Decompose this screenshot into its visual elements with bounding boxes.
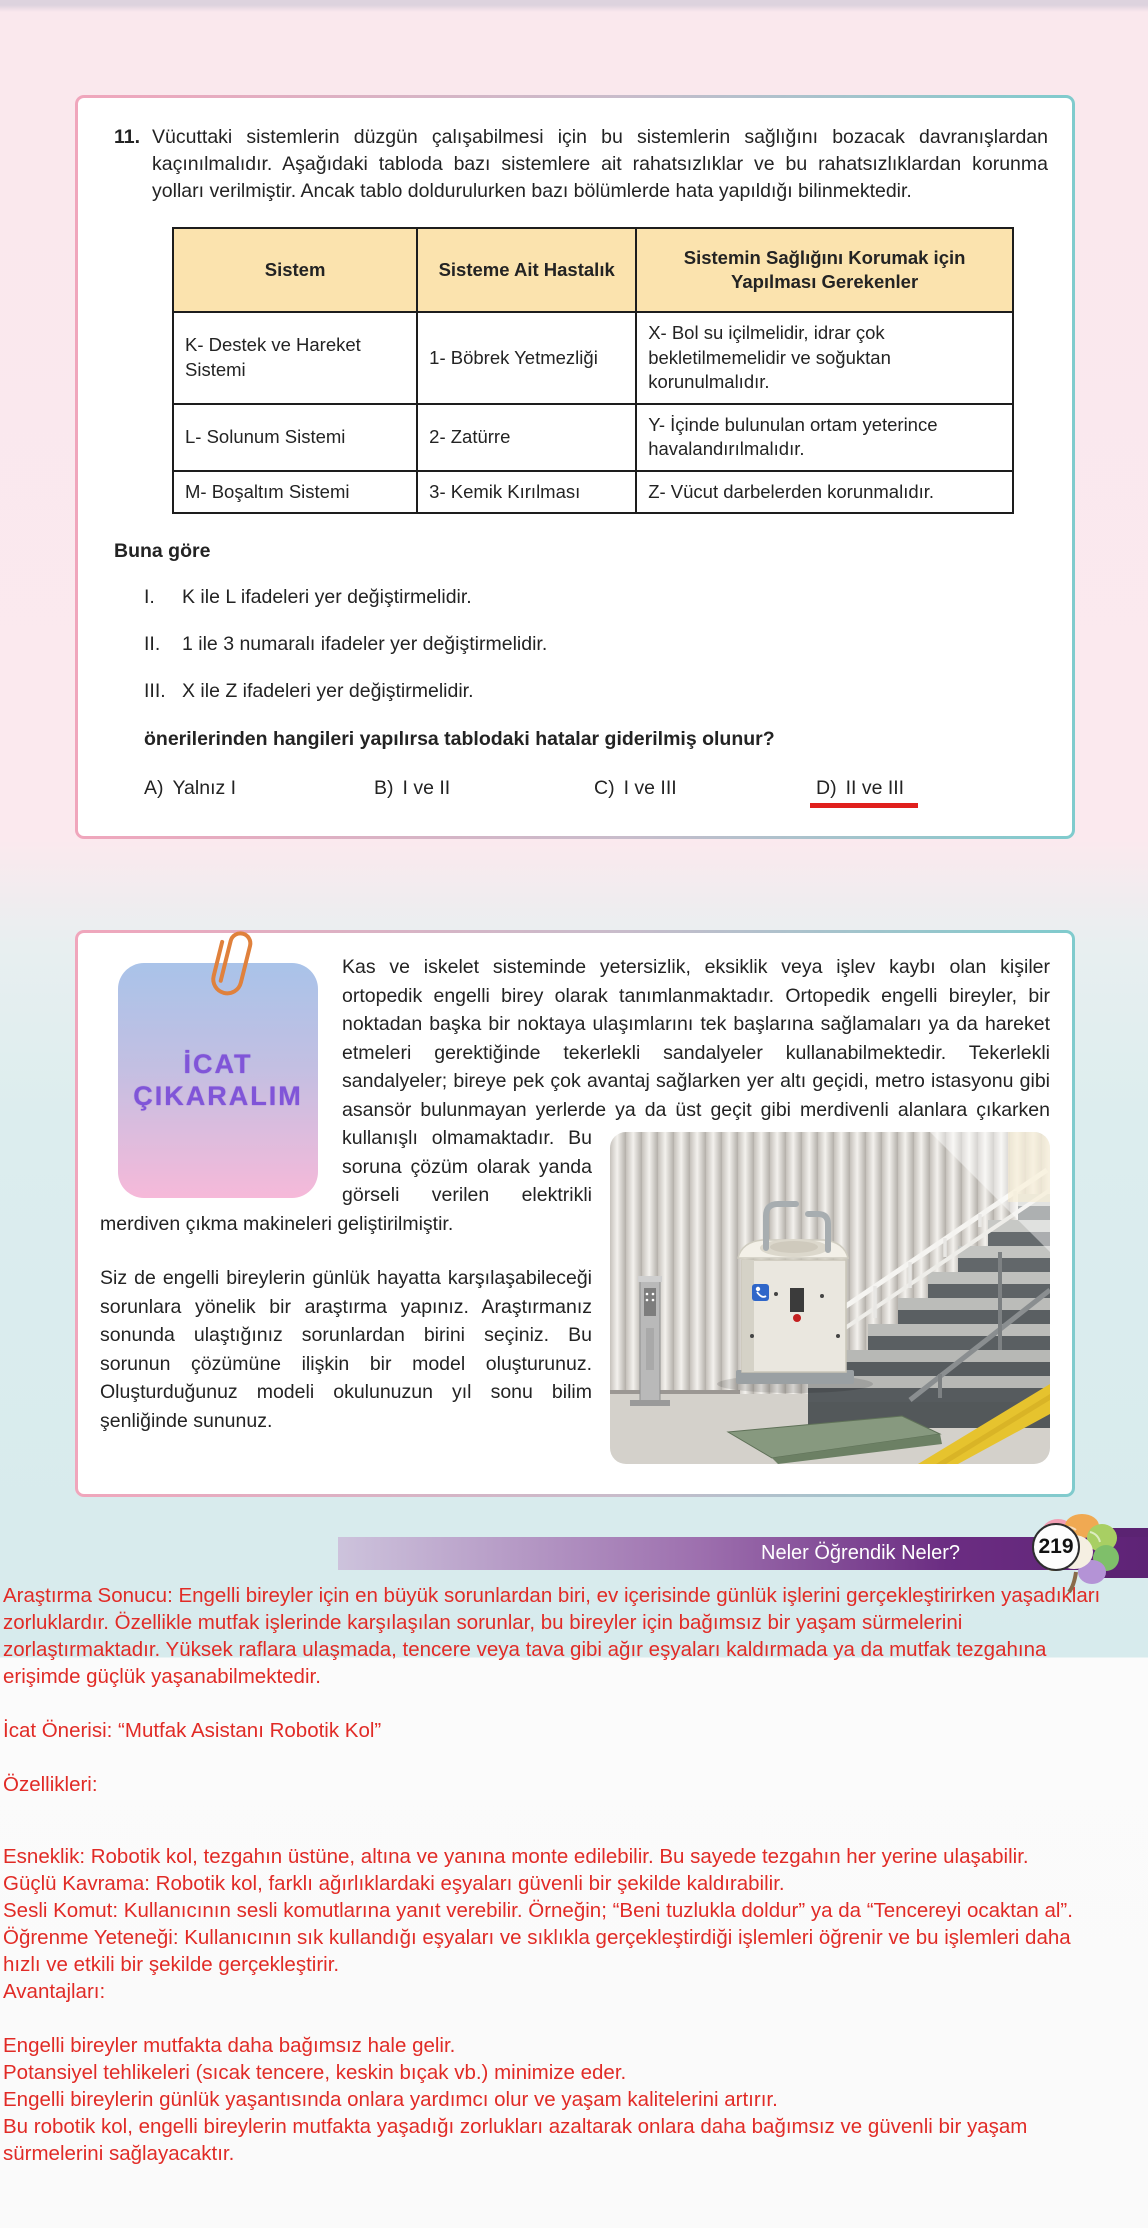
stairlift-photo	[610, 1132, 1050, 1464]
statement-numeral: II.	[144, 633, 161, 655]
choice-text: I ve II	[402, 777, 451, 799]
choice-text: II ve III	[845, 777, 905, 799]
statement-row	[144, 584, 1048, 610]
note-paragraph: Güçlü Kavrama: Robotik kol, farklı ağırlıklardaki eşyaları güvenli bir şekilde kaldırabilir.	[3, 1872, 785, 1895]
table-cell: M- Boşaltım Sistemi	[173, 471, 417, 514]
statement-text: 1 ile 3 numaralı ifadeler yer değiştirmelidir.	[182, 633, 548, 655]
choice-d-marked-answer	[810, 777, 918, 808]
table-cell: 2- Zatürre	[417, 404, 636, 471]
table-cell: 3- Kemik Kırılması	[417, 471, 636, 514]
statement-row	[144, 678, 1048, 704]
note-paragraph: Esneklik: Robotik kol, tezgahın üstüne, altına ve yanına monte edilebilir. Bu sayede tezgahın her yerine ulaşabilir.	[3, 1845, 1029, 1868]
footer-title: Neler Öğrendik Neler?	[761, 1542, 960, 1564]
note-paragraph: Özellikleri:	[3, 1773, 98, 1796]
systems-table	[172, 227, 1014, 514]
choice-label: A)	[144, 777, 164, 799]
statement-row	[144, 631, 1048, 657]
note-paragraph: Engelli bireylerin günlük yaşantısında onlara yardımcı olur ve yaşam kalitelerini artırır.	[3, 2088, 778, 2111]
statement-text: K ile L ifadeleri yer değiştirmelidir.	[182, 586, 472, 608]
statement-numeral: III.	[144, 680, 166, 702]
statement-numeral: I.	[144, 586, 155, 608]
choice-a	[144, 777, 374, 800]
note-paragraph: İcat Önerisi: “Mutfak Asistanı Robotik Kol”	[3, 1719, 382, 1742]
page-number-badge: 219	[1032, 1523, 1080, 1571]
table-cell: K- Destek ve Hareket Sistemi	[173, 312, 417, 404]
question-stem: önerilerinden hangileri yapılırsa tablodaki hatalar giderilmiş olunur?	[144, 728, 775, 750]
note-paragraph: Sesli Komut: Kullanıcının sesli komutlarına yanıt verebilir. Örneğin; “Beni tuzlukla doldur” ya da “Tencereyi ocaktan al”.	[3, 1899, 1073, 1922]
choice-label: C)	[594, 777, 615, 799]
invention-badge	[118, 963, 318, 1198]
note-paragraph: Araştırma Sonucu: Engelli bireyler için en büyük sorunlardan biri, ev içerisinde günlük işlerini gerçekleştirirken yaşadıkları zorluklardır. Özellikle mutfak işlerinde karşılaşılan sorunlar, bu bireyler için bağımsız bir yaşam sürmelerini zorlaştırmaktadır. Yüksek raflara ulaşmada, tencere veya tava gibi ağır eşyaları kaldırmada ya da mutfak tezgahına erişimde güçlük yaşanabilmektedir.	[3, 1584, 1101, 1688]
answer-choices	[144, 777, 1048, 808]
table-header-system: Sistem	[173, 228, 417, 312]
activity-paragraph-2: Siz de engelli bireylerin günlük hayatta karşılaşabileceği sorunlara yönelik bir araştırma yapınız. Araştırmanız sonunda ulaştığınız sorunlardan birini seçiniz. Bu sorunun çözümüne ilişkin bir model oluşturunuz. Oluşturduğunuz modeli okulunuzun yıl sonu bilim şenliğinde sununuz.	[100, 1267, 592, 1432]
note-paragraph: Öğrenme Yeteneği: Kullanıcının sık kullandığı eşyaları ve sıklıkla gerçekleştirdiği işlemleri öğrenir ve bu işlemleri daha hızlı ve etkili bir şekilde gerçekleştirir.	[3, 1926, 1071, 1976]
choice-c	[594, 777, 816, 800]
research-notes	[0, 1582, 1148, 2167]
table-cell: Y- İçinde bulunulan ortam yeterince havalandırılmalıdır.	[636, 404, 1013, 471]
question-text: Vücuttaki sistemlerin düzgün çalışabilmesi için bu sistemlerin sağlığını bozacak davranışlardan kaçınılmalıdır. Aşağıdaki tabloda bazı sistemlere ait rahatsızlıklar ve bu rahatsızlıklardan korunma yolları verilmiştir. Ancak tablo doldurulurken bazı bölümlerde hata yapıldığı bilinmektedir.	[152, 126, 1048, 202]
question-card	[75, 95, 1075, 839]
paperclip-icon	[202, 923, 263, 1006]
choice-label: D)	[816, 777, 837, 799]
table-cell: Z- Vücut darbelerden korunmalıdır.	[636, 471, 1013, 514]
lead-in-text: Buna göre	[114, 540, 211, 562]
choice-text: Yalnız I	[172, 777, 237, 799]
choice-label: B)	[374, 777, 394, 799]
activity-paragraph-1-end: üst geçit gibi merdivenli alanlara çıkarken kullanışlı olmamaktadır. Bu soruna çözüm olarak yanda görseli verilen elektrikli merdiven çıkma makineleri geliştirilmiştir.	[100, 1098, 1050, 1235]
choice-b	[374, 777, 594, 800]
table-cell: 1- Böbrek Yetmezliği	[417, 312, 636, 404]
table-row	[173, 471, 1013, 514]
statement-text: X ile Z ifadeleri yer değiştirmelidir.	[182, 680, 474, 702]
choice-text: I ve III	[623, 777, 677, 799]
note-paragraph: Engelli bireyler mutfakta daha bağımsız hale gelir.	[3, 2034, 456, 2057]
activity-card	[75, 930, 1075, 1497]
table-row	[173, 404, 1013, 471]
footer-bar	[338, 1537, 1148, 1570]
note-paragraph: Potansiyel tehlikeleri (sıcak tencere, keskin bıçak vb.) minimize eder.	[3, 2061, 627, 2084]
note-paragraph: Avantajları:	[3, 1980, 106, 2003]
table-row	[173, 312, 1013, 404]
question-number: 11.	[114, 126, 141, 148]
badge-title-line2: ÇIKARALIM	[133, 1080, 303, 1111]
table-cell: L- Solunum Sistemi	[173, 404, 417, 471]
badge-title-line1: İCAT	[183, 1048, 253, 1079]
table-header-disease: Sisteme Ait Hastalık	[417, 228, 636, 312]
table-header-prevention: Sistemin Sağlığını Korumak için Yapılması Gerekenler	[636, 228, 1013, 312]
note-paragraph: Bu robotik kol, engelli bireylerin mutfakta yaşadığı zorlukları azaltarak onlara daha bağımsız ve güvenli bir yaşam sürmelerini sağlayacaktır.	[3, 2115, 1028, 2165]
table-cell: X- Bol su içilmelidir, idrar çok bekletilmemelidir ve soğuktan korunulmalıdır.	[636, 312, 1013, 404]
activity-paragraph-1-start: Kas ve iskelet sisteminde yetersizlik, eksiklik veya işlev kaybı olan kişiler ortopedik engelli birey olarak tanımlanmaktadır. Ortopedik engelli bireyler, bir noktadan başka bir noktaya ulaşımlarını tek başlarına sağlamaları ya da hareket etmeleri gerektiğinde tekerlekli sandalyeler kullanabilmektedir. Tekerlekli sandalyeler; bireye pek çok avantaj sağlarken yer altı geçidi, metro istasyonu gibi asansör bulunmayan yerlerde ya da	[342, 956, 1050, 1121]
